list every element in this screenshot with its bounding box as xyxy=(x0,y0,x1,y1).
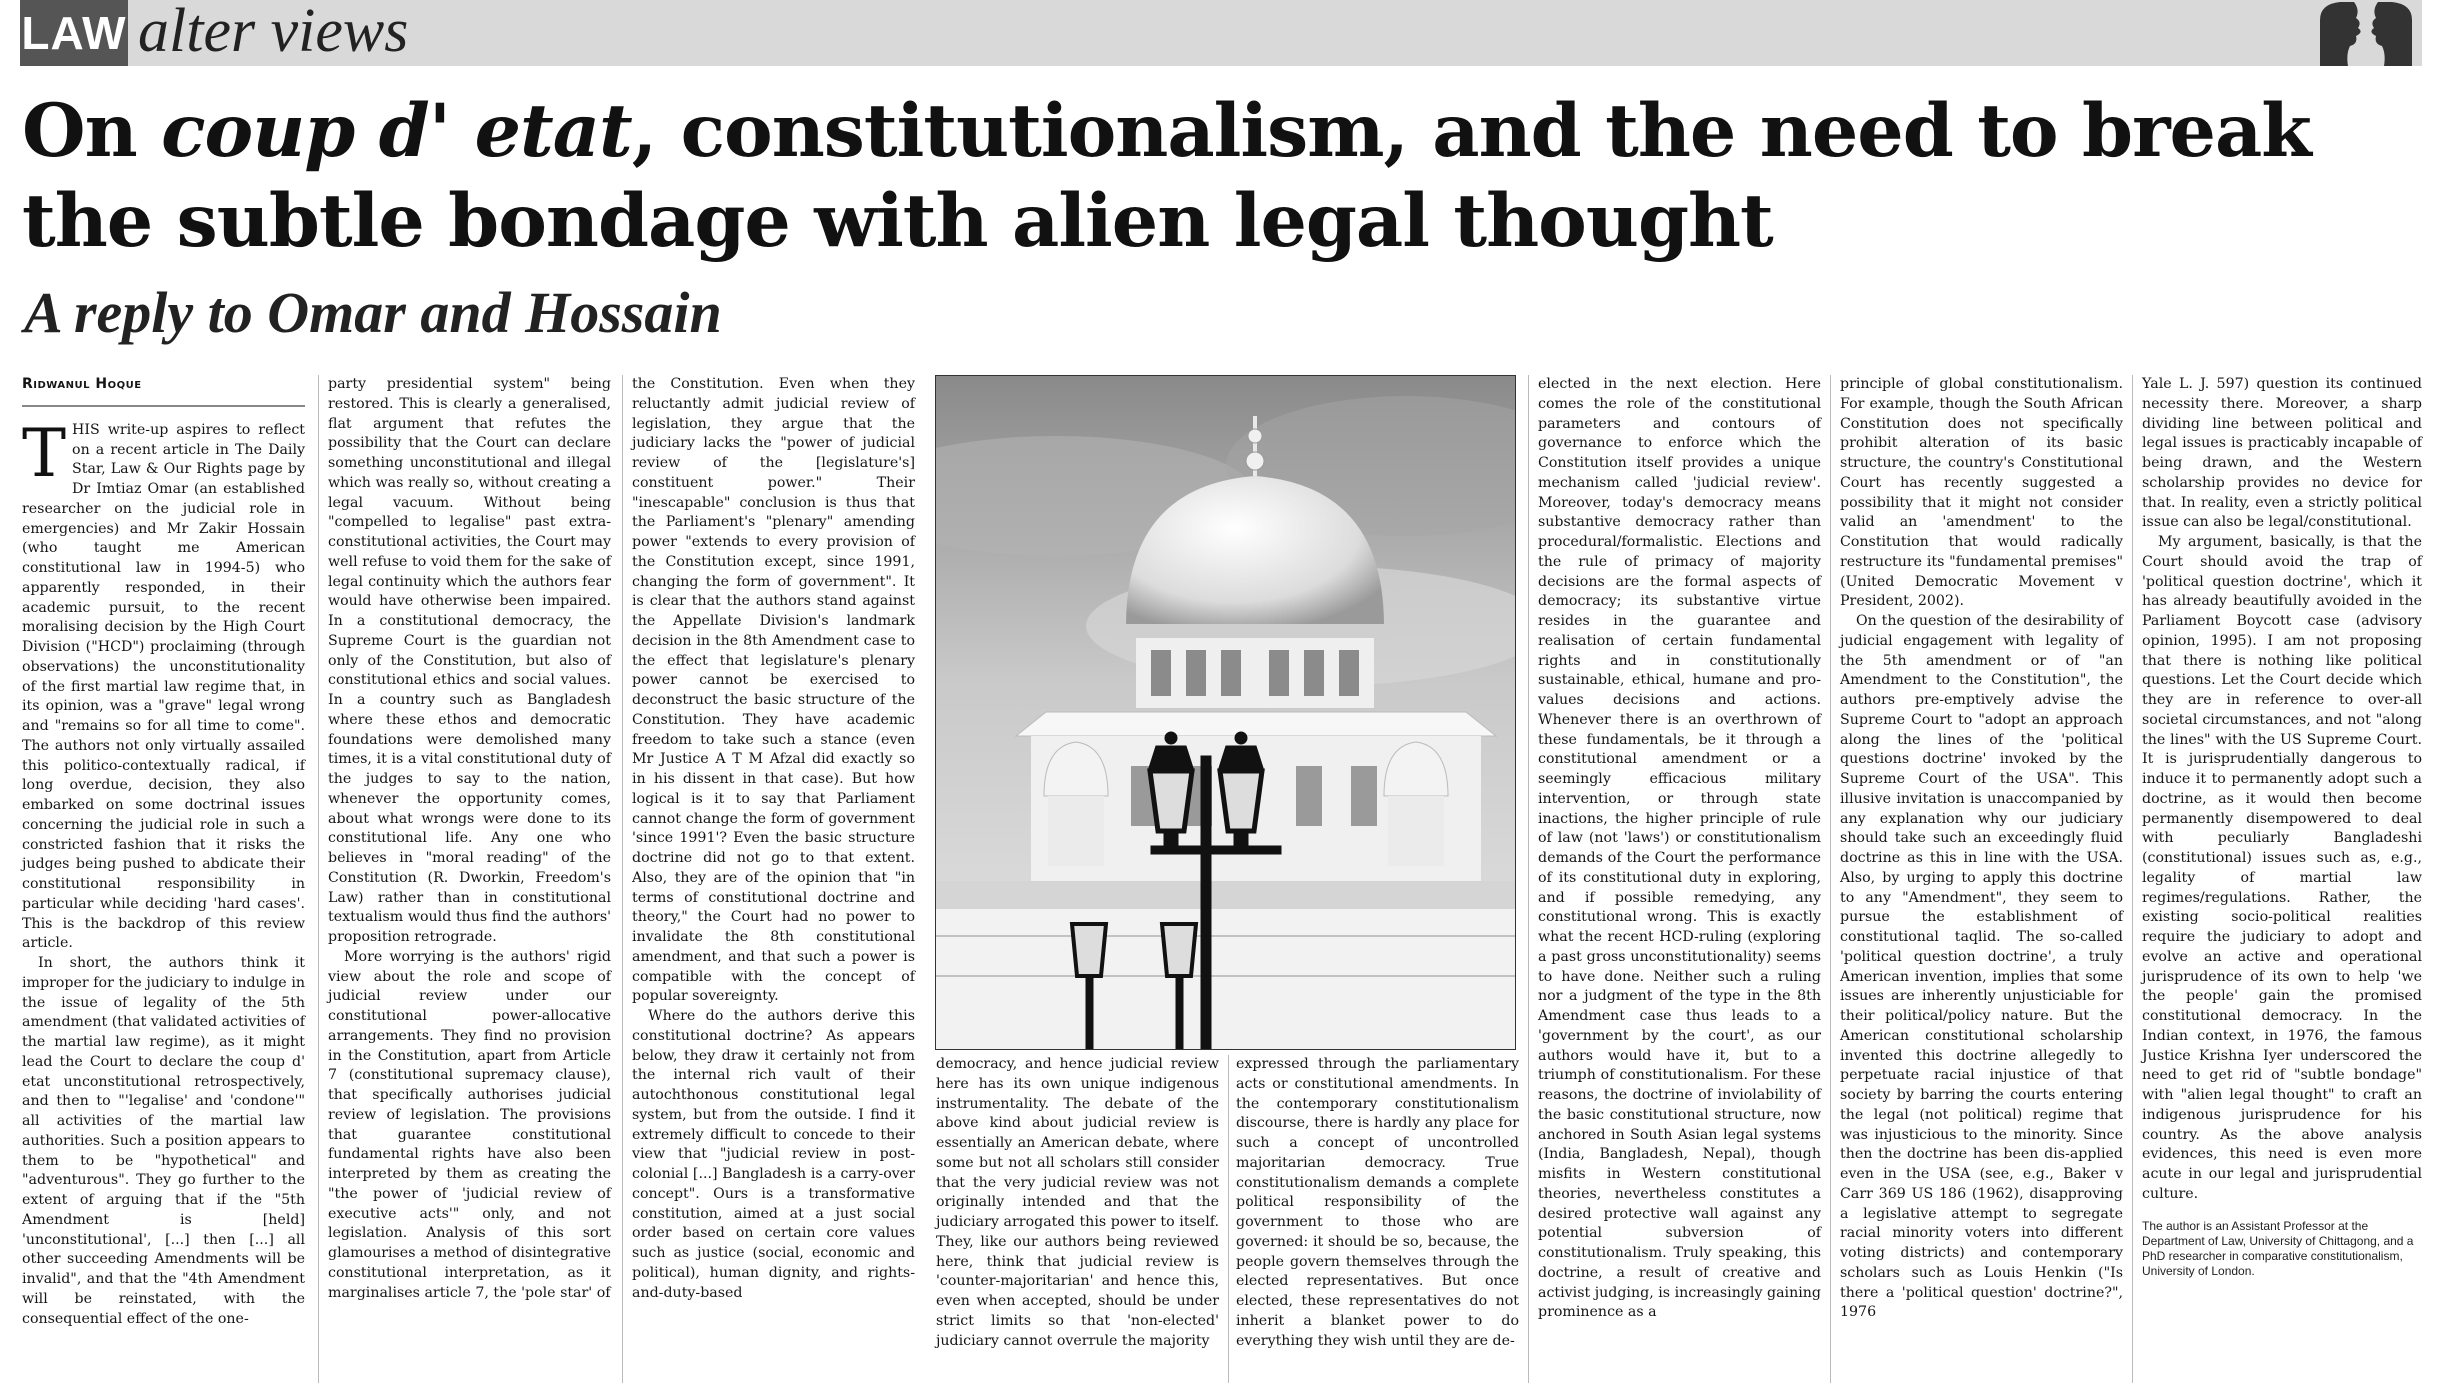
article-column-7 xyxy=(1840,375,2123,1323)
headline-part-3: , constitutionalism, and the need to break the subtle bondage with alien legal thought xyxy=(22,88,2311,264)
paragraph: More worrying is the authors' rigid view about the role and scope of judicial review under our constitutional power-allocative arrangements. They find no provision in the Constitution, apart from Article 7 (constitutional supremacy clause), that specifically authorises judicial review of legislation. The provisions that guarantee constitutional fundamental rights have also been interpreted by them as creating the "the power of 'judicial review of executive acts'" only, and not legislation. Analysis of this sort glamourises a method of disintegrative constitutional interpretation, as it marginalises article 7, the 'pole star' of xyxy=(328,948,611,1301)
column-divider xyxy=(318,375,319,1383)
section-banner xyxy=(20,0,2422,66)
paragraph: Yale L. J. 597) question its continued necessity there. Moreover, a sharp dividing line between political and legal issues is practicably incapable of being drawn, and the Western scholarship provides no device for that. In reality, even a strictly political issue can also be legal/constitutional. xyxy=(2142,376,2422,531)
column-divider xyxy=(1830,375,1831,1383)
supreme-court-photo xyxy=(935,375,1516,1050)
paragraph: My argument, basically, is that the Court should avoid the trap of 'political question doctrine', which it has already beautifully avoided in the Parliament Boycott case (advisory opinion, 1995). I am not proposing that there is nothing like political questions. Let the Court decide which they are in reference to over-all societal circumstances, and not "along the lines" with the US Supreme Court. It is jurisprudentially dangerous to induce it to permanently adopt such a doctrine, as it would then become permanently disempowered to deal with peculiarly Bangladeshi (constitutional) issues such as, e.g., legality of martial law regimes/regulations. Rather, the existing socio-political realities require the judiciary to adopt and evolve an active and operational jurisprudence of its own to help 'we the people' gain the promised constitutional democracy. In the Indian context, in 1976, the famous Justice Krishna Iyer underscored the need to get rid of "subtle bondage" with "alien legal thought" to craft an indigenous jurisprudence for his country. As the above analysis evidences, this need is even more acute in our legal and jurisprudential culture. xyxy=(2142,534,2422,1202)
byline-rule xyxy=(22,405,305,407)
headline-part-1: On xyxy=(22,88,162,174)
article-column-4 xyxy=(936,1055,1219,1351)
article-column-2 xyxy=(328,375,611,1303)
article-column-8 xyxy=(2142,375,2422,1279)
column-divider xyxy=(1228,1055,1229,1383)
paragraph: On the question of the desirability of judicial engagement with legality of the 5th amendment or of "an Amendment to the Constitution", the authors pre-emptively advise the Supreme Court to "adopt an approach along the lines of the 'political questions doctrine' invoked by the Supreme Court of the USA". This illusive invitation is unaccompanied by any explanation why our judiciary should take such an exceedingly fluid doctrine as this in line with the USA. Also, by urging to apply this doctrine to any "Amendment", they seem to pursue the establishment of constitutional taqlid. The so-called 'political question doctrine', a truly American invention, implies that some issues are inherently unjusticiable for their political/policy nature. But the American constitutional scholarship invented this doctrine allegedly to perpetuate racial injustice of that society by barring the courts entering the legal (not political) regime that was injusticious to the minority. Since then the doctrine has been dis-applied even in the USA (see, e.g., Baker v Carr 369 US 186 (1962), disapproving a legislative attempt to segregate racial minority voters into different voting districts) and contemporary scholars such as Louis Henkin ("Is there a 'political question' doctrine?", 1976 xyxy=(1840,613,2123,1321)
drop-cap: T xyxy=(22,414,67,492)
paragraph: In short, the authors think it improper for the judiciary to indulge in the issue of legality of the 5th amendment (that validated activities of the martial law regime), as it might lead the Court to declare the coup d' etat unconstitutional retrospectively, and then to "'legalise' and 'condone'" all activities of the martial law authorities. Such a position appears to them to be "hypothetical" and "adventurous". They go further to the extent of arguing that if the "5th Amendment is [held] 'unconstitutional', [...] then [...] all other succeeding Amendments will be invalid", and that the "4th Amendment will be reinstated, with the consequential effect of the one- xyxy=(22,955,305,1327)
section-tag: LAW xyxy=(20,0,128,66)
article-column-5 xyxy=(1236,1055,1519,1351)
column-divider xyxy=(2132,375,2133,1383)
paragraph: Where do the authors derive this constitutional doctrine? As appears below, they draw it certainly not from the internal rich vault of their autochthonous constitutional legal system, but from the outside. I find it extremely difficult to concede to their view that "judicial review in post-colonial [...] Bangladesh is a carry-over concept". Ours is a transformative constitution, aimed at a just social order based on certain core values such as justice (social, economic and political), human dignity, and rights-and-duty-based xyxy=(632,1008,915,1301)
paragraph xyxy=(22,414,305,954)
paragraph: democracy, and hence judicial review here has its own unique indigenous instrumentality. The debate of the above kind about judicial review is essentially an American debate, where some but not all scholars still consider that the very judicial review was not originally intended and that the judiciary arrogated this power to itself. They, like our authors being reviewed here, think that judicial review is 'counter-majoritarian' and hence this, even when accepted, should be under strict limits so that 'non-elected' judiciary cannot overrule the majority xyxy=(936,1056,1219,1349)
article-column-6 xyxy=(1538,375,1821,1323)
byline xyxy=(22,375,305,397)
paragraph: elected in the next election. Here comes the role of the constitutional parameters and contours of governance to enforce which the Constitution itself provides a unique mechanism called 'judicial review'. Moreover, today's democracy means substantive democracy rather than procedural/formalistic. Elections and the rule of primacy of majority decisions are the formal aspects of democracy; its substantive virtue resides in the guarantee and realisation of certain fundamental rights and in constitutionally sustainable, ethical, humane and pro-values decisions and actions. Whenever there is an overthrown of these fundamentals, be it through a constitutional amendment or a seemingly efficacious military intervention, or through state inactions, the higher principle of rule of law (not 'laws') or constitutionalism demands of the Court the performance of its constitutional duty in exploring, and if possible remedying, any constitutional wrong. This is exactly what the recent HCD-ruling (exploring a past gross unconstitutionality) seems to have done. Neither such a ruling nor a judgment of the type in the 8th Amendment case thus leads to a 'government by the court', as our authors would have it, but to a triumph of constitutionalism. For these reasons, the doctrine of inviolability of the basic constitutional structure, now anchored in South Asian legal systems (India, Bangladesh, Nepal), though misfits in Western constitutional theories, nevertheless constitutes a desired protective wall against any potential subversion of constitutionalism. Truly speaking, this doctrine, a result of creative and activist judging, is increasingly gaining prominence as a xyxy=(1538,376,1821,1321)
article-headline xyxy=(22,86,2322,266)
article-column-1 xyxy=(22,375,305,1329)
paragraph: expressed through the parliamentary acts or constitutional amendments. In the contemporary constitutionalism discourse, there is hardly any place for such a concept of uncontrolled majoritarian democracy. True constitutionalism demands a complete political responsibility of the government to those who are governed: it should be so, because, the people govern themselves through the elected representatives. But once elected, these representatives do not inherit a blanket power to do everything they wish until they are de- xyxy=(1236,1056,1519,1349)
column-divider xyxy=(622,375,623,1383)
column-divider xyxy=(1528,375,1529,1383)
paragraph: the Constitution. Even when they reluctantly admit judicial review of legislation, they argue that the judiciary lacks the "power of judicial review of the [legislature's] constituent power." Their "inescapable" conclusion is thus that the Parliament's "plenary" amending power "extends to every provision of the Constitution except, since 1991, changing the form of government". It is clear that the authors stand against the Appellate Division's landmark decision in the 8th Amendment case to the effect that legislature's plenary power cannot be exercised to deconstruct the basic structure of the Constitution. They have academic freedom to take such a stance (even Mr Justice A T M Afzal did exactly so in his dissent in that case). But how logical is it to say that Parliament cannot change the form of government 'since 1991'? Even the basic structure doctrine did not go to that extent. Also, they are of the opinion that "in terms of constitutional doctrine and theory," the Court had no power to invalidate the 8th constitutional amendment, and that such a power is compatible with the concept of popular sovereignty. xyxy=(632,376,915,1005)
article-subhead: A reply to Omar and Hossain xyxy=(24,280,722,345)
section-name: alter views xyxy=(138,0,409,65)
two-faces-profile-icon xyxy=(2310,0,2422,66)
paragraph-text: HIS write-up aspires to reflect on a recent article in The Daily Star, Law & Our Rights page by Dr Imtiaz Omar (an established researcher on the judicial role in emergencies) and Mr Zakir Hossain (who taught me American constitutional law in 1994-5) who apparently responded, in their academic pursuit, to the recent moralising decision by the High Court Division ("HCD") proclaiming (through observations) the unconstitutionality of the first martial law regime that, in its opinion, was a "grave" legal wrong and "remains so for all time to come". The authors not only virtually assailed this politico-contextually radical, if long overdue, decision, they also embarked on some doctrinal issues concerning the judicial role in such a constricted fashion that it risks the judges being pushed to abdicate their constitutional responsibility in particular while deciding 'hard cases'. This is the backdrop of this review article. xyxy=(22,421,305,952)
author-footnote: The author is an Assistant Professor at the Department of Law, University of Chittagong, and a PhD researcher in comparative constitutionalism, University of London. xyxy=(2142,1218,2414,1278)
paragraph: principle of global constitutionalism. For example, though the South African Constitution does not specifically prohibit alteration of its basic structure, the country's Constitutional Court has recently suggested a possibility that it might not consider valid an 'amendment' to the Constitution that would radically restructure its "fundamental premises" (United Democratic Movement v President, 2002). xyxy=(1840,376,2123,610)
supreme-court-dome-image xyxy=(936,376,1516,1050)
author-name: Ridwanul Hoque xyxy=(22,376,142,392)
article-column-3 xyxy=(632,375,915,1303)
paragraph: party presidential system" being restored. This is clearly a generalised, flat argument that refutes the possibility that the Court can declare something unconstitutional and illegal which was really so, without creating a legal vacuum. Without being "compelled to legalise" past extra-constitutional activities, the Court may well refuse to void them for the sake of legal continuity which the authors fear would have otherwise been impaired. In a constitutional democracy, the Supreme Court is the guardian not only of the Constitution, but also of constitutional ethics and social values. In a country such as Bangladesh where these ethos and democratic foundations were demolished many times, it is a vital constitutional duty of the judges to say to the nation, whenever the opportunity comes, about what wrongs were done to its constitutional life. Any one who believes in "moral reading" of the Constitution (R. Dworkin, Freedom's Law) rather than in constitutional textualism would thus find the authors' proposition retrograde. xyxy=(328,376,611,945)
headline-italic-phrase: coup d' etat xyxy=(161,88,632,174)
